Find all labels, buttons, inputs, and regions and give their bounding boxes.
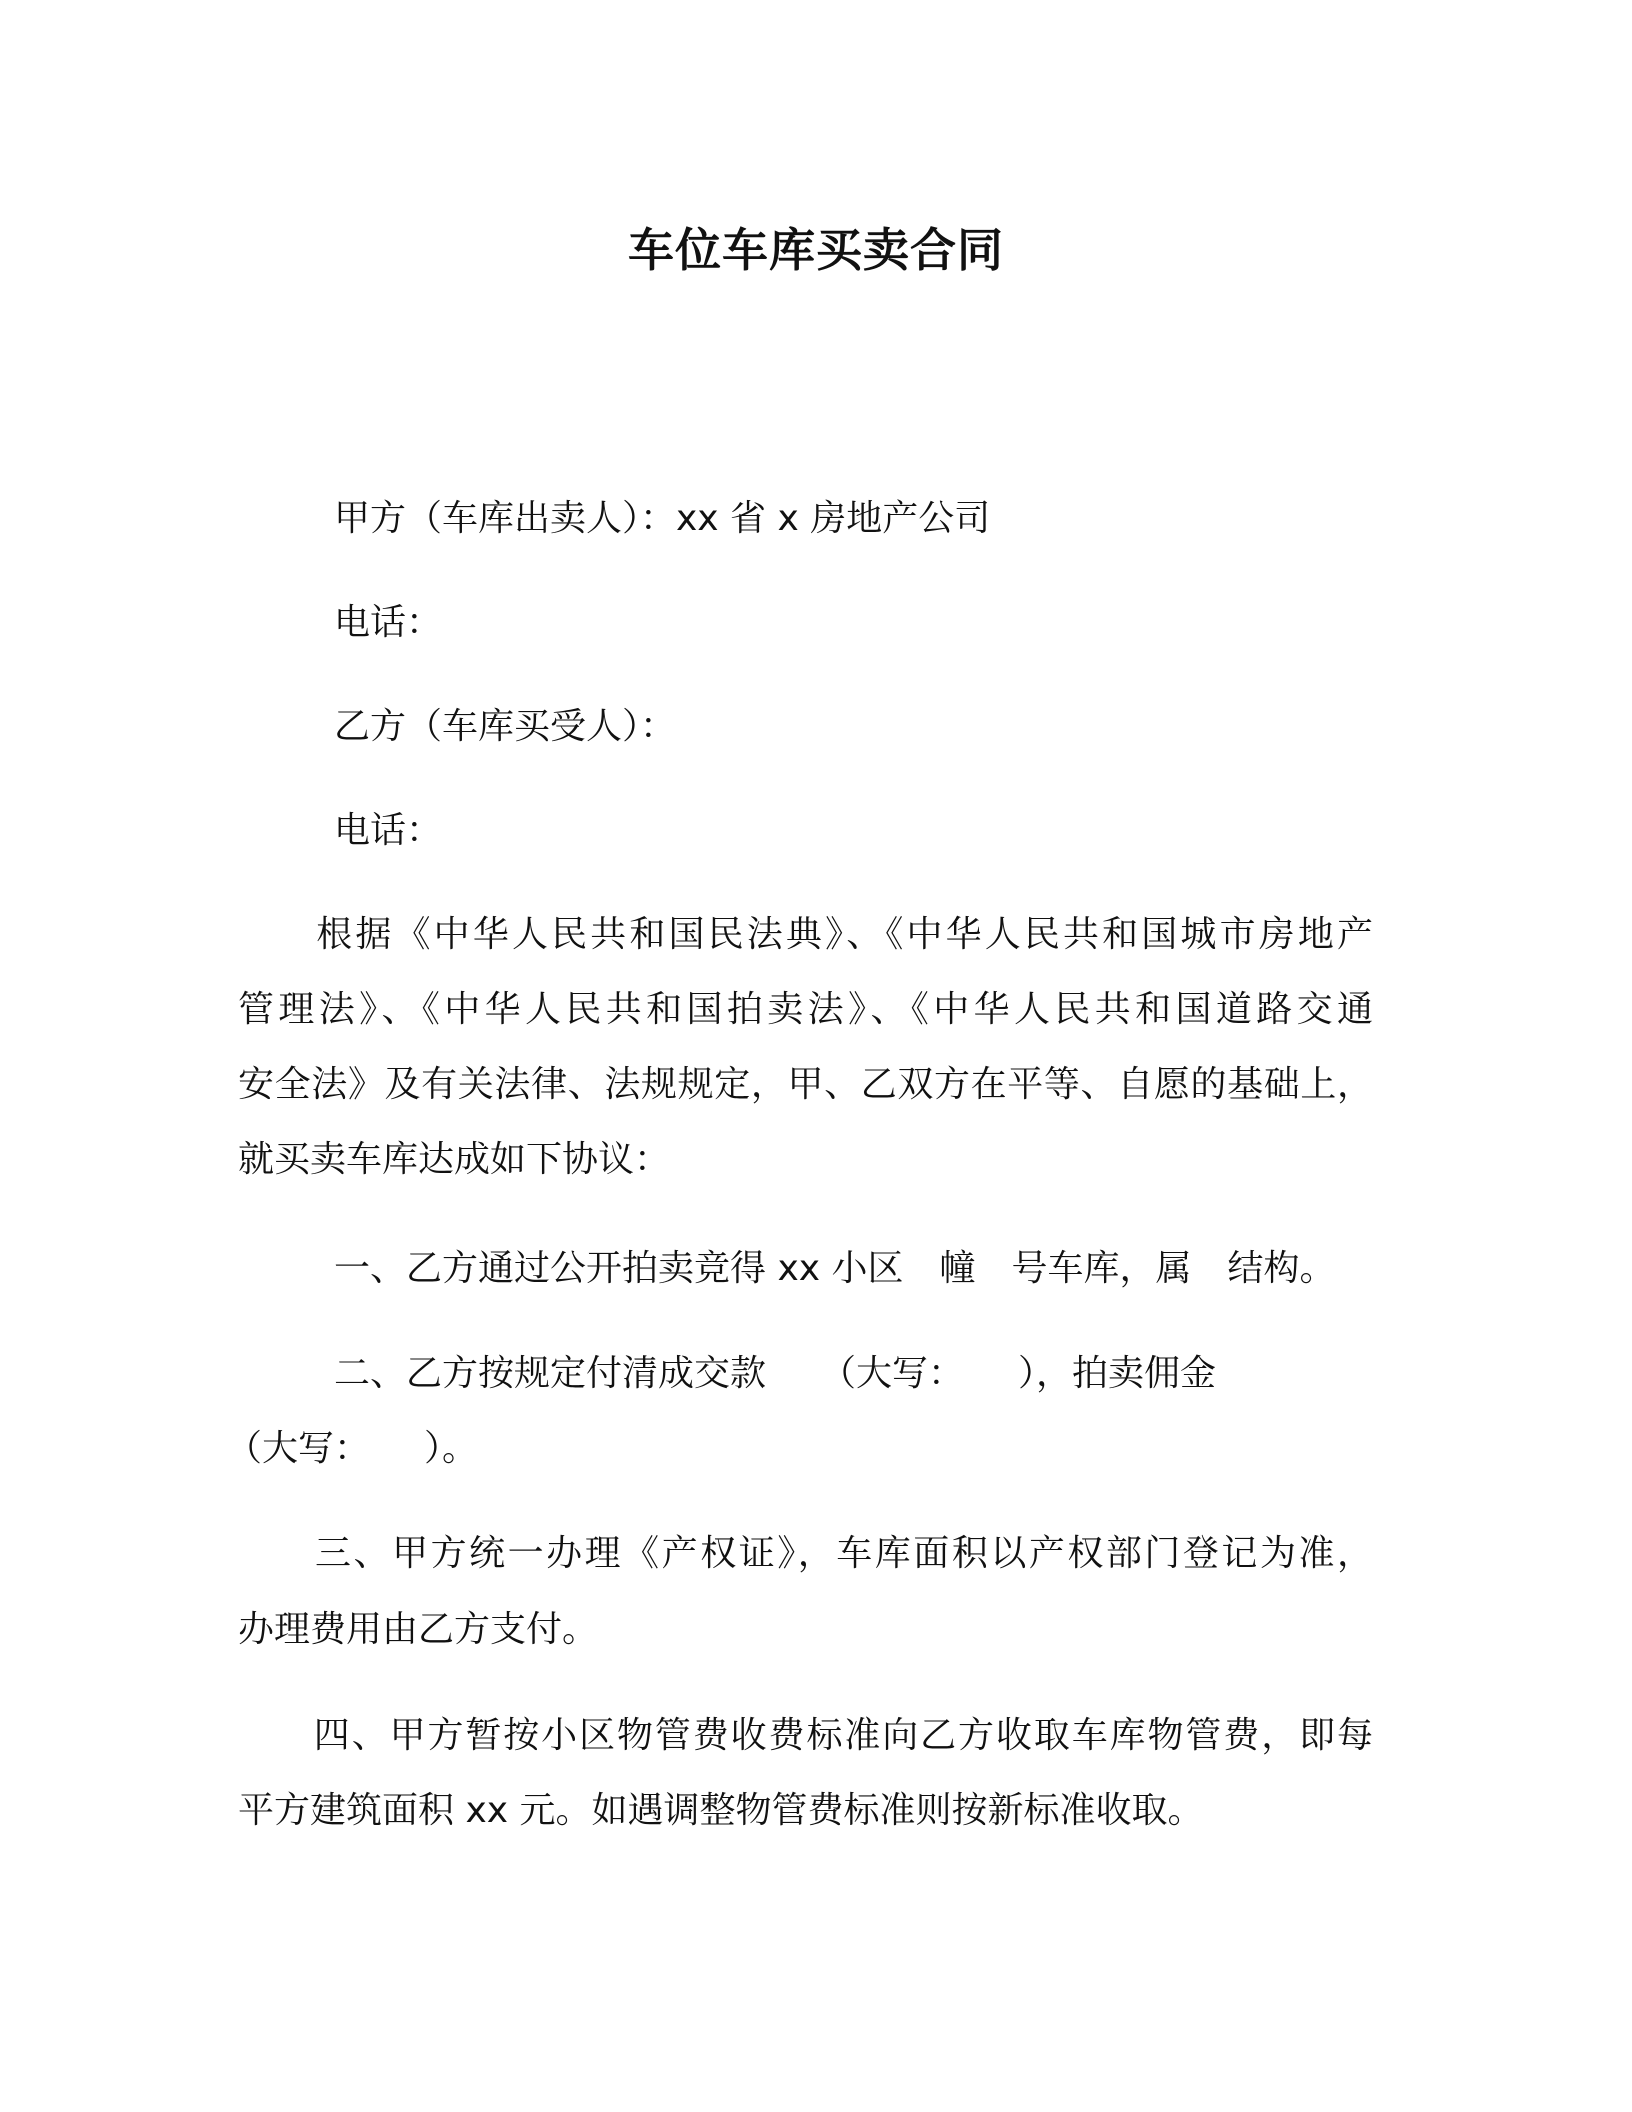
preamble-line-2: 管理法》、《中华人民共和国拍卖法》、《中华人民共和国道路交通 — [238, 989, 1373, 1030]
party-a-phone: 电话： — [334, 602, 443, 643]
preamble-line-3: 安全法》及有关法律、法规规定，甲、乙双方在平等、自愿的基础上， — [238, 1064, 1373, 1105]
clause-3-line-1: 三、甲方统一办理《产权证》，车库面积以产权部门登记为准， — [238, 1533, 1373, 1574]
clause-3-line-2: 办理费用由乙方支付。 — [238, 1609, 599, 1650]
clause-2-line-1: 二、乙方按规定付清成交款 （大写： ），拍卖佣金 — [334, 1353, 1217, 1394]
preamble-line-1: 根据《中华人民共和国民法典》、《中华人民共和国城市房地产 — [238, 914, 1373, 955]
clause-4-line-2: 平方建筑面积 xx 元。如遇调整物管费标准则按新标准收取。 — [238, 1790, 1204, 1831]
party-b-phone: 电话： — [334, 810, 443, 851]
preamble-line-4: 就买卖车库达成如下协议： — [238, 1139, 671, 1180]
document-title: 车位车库买卖合同 — [628, 223, 1004, 277]
party-a-line: 甲方（车库出卖人）：xx 省 x 房地产公司 — [334, 498, 991, 539]
clause-4-line-1: 四、甲方暂按小区物管费收费标准向乙方收取车库物管费，即每 — [238, 1715, 1373, 1756]
party-b-line: 乙方（车库买受人）： — [334, 706, 677, 747]
clause-2-line-2: （大写： ）。 — [226, 1428, 479, 1469]
clause-1: 一、乙方通过公开拍卖竞得 xx 小区 幢 号车库，属 结构。 — [334, 1248, 1336, 1289]
